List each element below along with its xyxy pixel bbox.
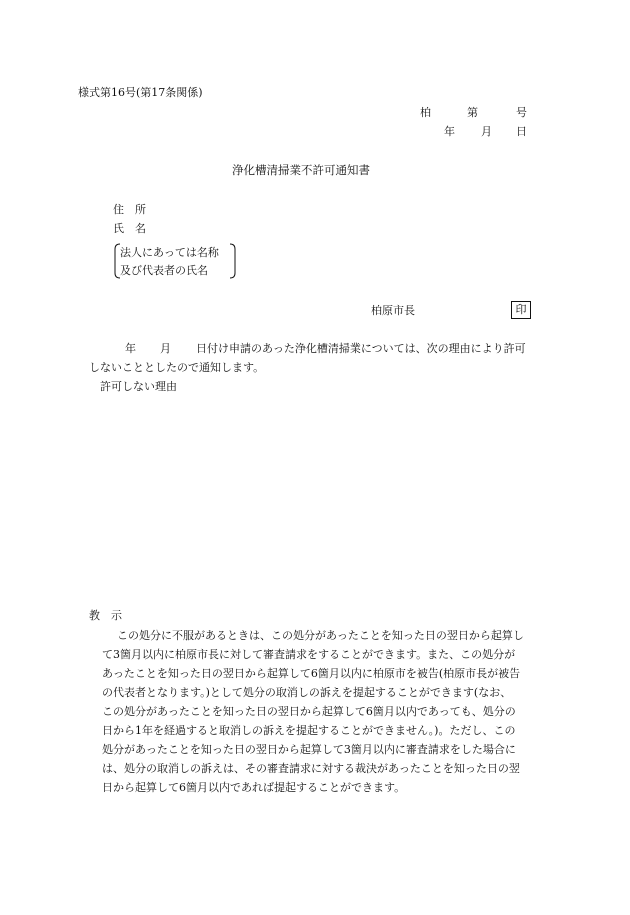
reference-prefix: 柏 [420,106,431,119]
document-title: 浄化槽清掃業不許可通知書 [232,163,370,177]
instruction-line: この処分に不服があるときは、この処分があったことを知った日の翌日から起算し [117,629,524,642]
address-label: 住 所 [113,203,146,216]
instruction-line: て3箇月以内に柏原市長に対して審査請求をすることができます。また、この処分が [102,648,516,661]
date-month: 月 [481,125,492,138]
body-text-line1: 日付け申請のあった浄化槽清掃業については、次の理由により許可 [196,342,526,355]
seal-box: 印 [511,301,531,319]
issuer-mayor: 柏原市長 [371,304,415,317]
instruction-line: は、処分の取消しの訴えは、その審査請求に対する裁決があったことを知った日の翌 [102,762,520,775]
instruction-heading: 教 示 [89,609,122,622]
reason-label: 許可しない理由 [100,380,177,393]
body-year: 年 [125,342,136,355]
date-year: 年 [444,125,455,138]
corporation-note-line2: 及び代表者の氏名 [120,264,208,277]
body-text-line2: しないこととしたので通知します。 [89,361,265,374]
date-day: 日 [516,125,527,138]
instruction-line: 処分があったことを知った日の翌日から起算して3箇月以内に審査請求をした場合に [102,743,516,756]
reference-go: 号 [516,106,527,119]
instruction-line: 日から1年を経過すると取消しの訴えを提起することができません。)。ただし、この [102,724,516,737]
instruction-line: 日から起算して6箇月以内であれば提起することができます。 [102,781,406,794]
instruction-line: の代表者となります。)として処分の取消しの訴えを提起することができます(なお、 [102,686,512,699]
name-label: 氏 名 [113,222,146,235]
instruction-line: この処分があったことを知った日の翌日から起算して6箇月以内であっても、処分の [102,705,516,718]
instruction-line: あったことを知った日の翌日から起算して6箇月以内に柏原市を被告(柏原市長が被告 [102,667,521,680]
body-month: 月 [160,342,171,355]
corporation-note-line1: 法人にあっては名称 [120,246,219,259]
reference-dai: 第 [467,106,478,119]
form-number-label: 様式第16号(第17条関係) [78,86,203,99]
